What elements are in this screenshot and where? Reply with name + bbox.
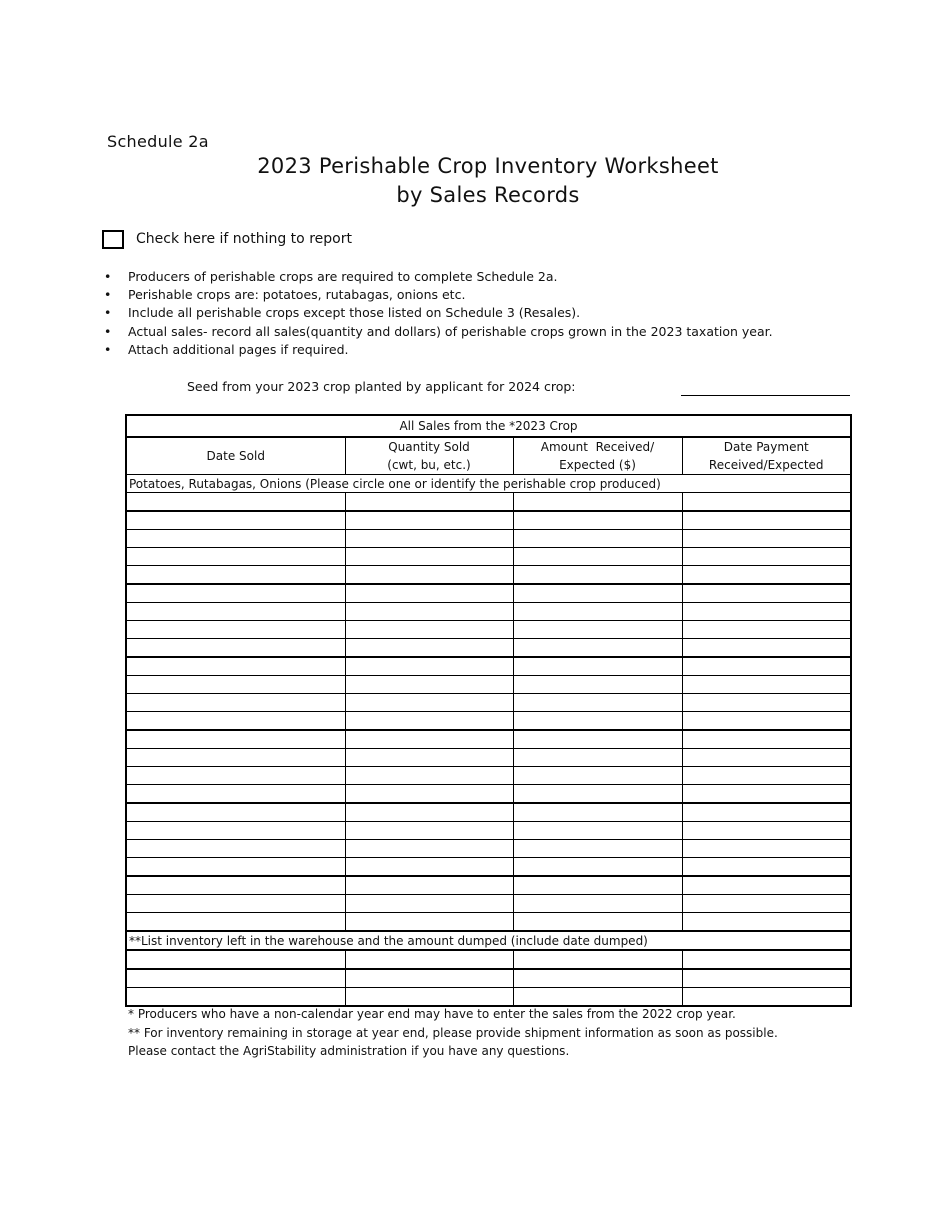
quantity-cell[interactable]: [345, 913, 513, 932]
table-row: [126, 694, 851, 712]
quantity-cell[interactable]: [345, 749, 513, 767]
footnote: * Producers who have a non-calendar year end may have to enter the sales from the 2022 crop year.: [128, 1007, 736, 1021]
date-sold-cell[interactable]: [126, 511, 345, 530]
quantity-cell[interactable]: [345, 694, 513, 712]
amount-cell[interactable]: [513, 511, 682, 530]
date-sold-cell[interactable]: [126, 676, 345, 694]
date-sold-cell[interactable]: [126, 988, 345, 1007]
date-sold-cell[interactable]: [126, 858, 345, 877]
table-row: [126, 584, 851, 603]
quantity-cell[interactable]: [345, 803, 513, 822]
payment-date-cell[interactable]: [682, 767, 851, 785]
amount-cell[interactable]: [513, 530, 682, 548]
amount-cell[interactable]: [513, 950, 682, 969]
quantity-cell[interactable]: [345, 730, 513, 749]
quantity-cell[interactable]: [345, 895, 513, 913]
quantity-cell[interactable]: [345, 676, 513, 694]
quantity-cell[interactable]: [345, 530, 513, 548]
table-title: All Sales from the *2023 Crop: [126, 415, 851, 437]
section-label-crop: Potatoes, Rutabagas, Onions (Please circle one or identify the perishable crop produced): [126, 475, 851, 493]
quantity-cell[interactable]: [345, 493, 513, 512]
table-row: [126, 603, 851, 621]
table-row: [126, 749, 851, 767]
column-header-text: Amount Received/: [540, 440, 655, 454]
table-row: [126, 639, 851, 658]
date-sold-cell[interactable]: [126, 712, 345, 731]
amount-cell[interactable]: [513, 913, 682, 932]
payment-date-cell[interactable]: [682, 712, 851, 731]
quantity-cell[interactable]: [345, 969, 513, 988]
column-header-text: Date Sold: [206, 449, 265, 463]
table-row: [126, 950, 851, 969]
payment-date-cell[interactable]: [682, 584, 851, 603]
amount-cell[interactable]: [513, 621, 682, 639]
payment-date-cell[interactable]: [682, 840, 851, 858]
table-row: [126, 712, 851, 731]
amount-cell[interactable]: [513, 767, 682, 785]
payment-date-cell[interactable]: [682, 749, 851, 767]
date-sold-cell[interactable]: [126, 822, 345, 840]
date-sold-cell[interactable]: [126, 657, 345, 676]
date-sold-cell[interactable]: [126, 840, 345, 858]
table-row: [126, 730, 851, 749]
date-sold-cell[interactable]: [126, 950, 345, 969]
quantity-cell[interactable]: [345, 858, 513, 877]
date-sold-cell[interactable]: [126, 785, 345, 804]
payment-date-cell[interactable]: [682, 639, 851, 658]
payment-date-cell[interactable]: [682, 511, 851, 530]
date-sold-cell[interactable]: [126, 730, 345, 749]
date-sold-cell[interactable]: [126, 913, 345, 932]
table-row: [126, 803, 851, 822]
quantity-cell[interactable]: [345, 712, 513, 731]
date-sold-cell[interactable]: [126, 969, 345, 988]
quantity-cell[interactable]: [345, 840, 513, 858]
quantity-cell[interactable]: [345, 657, 513, 676]
table-row: [126, 657, 851, 676]
seed-label: Seed from your 2023 crop planted by applicant for 2024 crop:: [187, 379, 576, 394]
date-sold-cell[interactable]: [126, 876, 345, 895]
quantity-cell[interactable]: [345, 603, 513, 621]
amount-cell[interactable]: [513, 730, 682, 749]
date-sold-cell[interactable]: [126, 584, 345, 603]
payment-date-cell[interactable]: [682, 493, 851, 512]
amount-cell[interactable]: [513, 603, 682, 621]
quantity-cell[interactable]: [345, 950, 513, 969]
table-row: [126, 785, 851, 804]
payment-date-cell[interactable]: [682, 603, 851, 621]
amount-cell[interactable]: [513, 858, 682, 877]
table-row: [126, 530, 851, 548]
table-row: [126, 621, 851, 639]
payment-date-cell[interactable]: [682, 895, 851, 913]
quantity-cell[interactable]: [345, 548, 513, 566]
quantity-cell[interactable]: [345, 639, 513, 658]
amount-cell[interactable]: [513, 548, 682, 566]
table-row: [126, 676, 851, 694]
sales-table: [125, 414, 852, 1007]
amount-cell[interactable]: [513, 712, 682, 731]
amount-cell[interactable]: [513, 639, 682, 658]
amount-cell[interactable]: [513, 895, 682, 913]
date-sold-cell[interactable]: [126, 566, 345, 585]
table-row: [126, 876, 851, 895]
payment-date-cell[interactable]: [682, 785, 851, 804]
quantity-cell[interactable]: [345, 584, 513, 603]
footnote: ** For inventory remaining in storage at year end, please provide shipment information as soon as possible.: [128, 1025, 778, 1040]
table-row: [126, 840, 851, 858]
page-title: 2023 Perishable Crop Inventory Worksheet: [257, 154, 719, 178]
nothing-to-report-checkbox[interactable]: [102, 230, 124, 249]
amount-cell[interactable]: [513, 988, 682, 1007]
payment-date-cell[interactable]: [682, 988, 851, 1007]
date-sold-cell[interactable]: [126, 803, 345, 822]
date-sold-cell[interactable]: [126, 621, 345, 639]
page-subtitle: by Sales Records: [396, 183, 580, 207]
amount-cell[interactable]: [513, 694, 682, 712]
amount-cell[interactable]: [513, 876, 682, 895]
date-sold-cell[interactable]: [126, 530, 345, 548]
payment-date-cell[interactable]: [682, 694, 851, 712]
instruction-item: • Include all perishable crops except those listed on Schedule 3 (Resales).: [104, 304, 904, 322]
quantity-cell[interactable]: [345, 988, 513, 1007]
date-sold-cell[interactable]: [126, 493, 345, 512]
nothing-to-report-label: Check here if nothing to report: [136, 231, 352, 247]
footnote: Please contact the AgriStability administration if you have any questions.: [128, 1044, 570, 1058]
date-sold-cell[interactable]: [126, 895, 345, 913]
amount-cell[interactable]: [513, 566, 682, 585]
payment-date-cell[interactable]: [682, 969, 851, 988]
column-header-amount: [513, 437, 682, 475]
date-sold-cell[interactable]: [126, 767, 345, 785]
amount-cell[interactable]: [513, 840, 682, 858]
table-row: [126, 895, 851, 913]
payment-date-cell[interactable]: [682, 530, 851, 548]
payment-date-cell[interactable]: [682, 858, 851, 877]
quantity-cell[interactable]: [345, 785, 513, 804]
column-header-text: Quantity Sold: [388, 440, 470, 454]
payment-date-cell[interactable]: [682, 950, 851, 969]
table-row: [126, 548, 851, 566]
payment-date-cell[interactable]: [682, 657, 851, 676]
column-header-text: Date Payment: [723, 440, 809, 454]
date-sold-cell[interactable]: [126, 749, 345, 767]
amount-cell[interactable]: [513, 493, 682, 512]
amount-cell[interactable]: [513, 969, 682, 988]
amount-cell[interactable]: [513, 803, 682, 822]
seed-input-line[interactable]: [681, 395, 850, 396]
column-header-text: Received/Expected: [708, 458, 824, 472]
footnotes: [128, 1005, 778, 1061]
quantity-cell[interactable]: [345, 876, 513, 895]
payment-date-cell[interactable]: [682, 621, 851, 639]
date-sold-cell[interactable]: [126, 694, 345, 712]
quantity-cell[interactable]: [345, 822, 513, 840]
quantity-cell[interactable]: [345, 566, 513, 585]
instruction-item: • Actual sales- record all sales(quantity and dollars) of perishable crops grown in the 2023 taxation year.: [104, 323, 904, 341]
payment-date-cell[interactable]: [682, 803, 851, 822]
schedule-label: Schedule 2a: [107, 132, 209, 151]
amount-cell[interactable]: [513, 749, 682, 767]
date-sold-cell[interactable]: [126, 603, 345, 621]
table-row: [126, 511, 851, 530]
table-row: [126, 913, 851, 932]
instruction-item: • Producers of perishable crops are required to complete Schedule 2a.: [104, 268, 904, 286]
column-header-text: (cwt, bu, etc.): [387, 458, 471, 472]
table-row: [126, 566, 851, 585]
column-header-quantity: [345, 437, 513, 475]
date-sold-cell[interactable]: [126, 548, 345, 566]
column-header-date-sold: [126, 437, 345, 475]
table-row: [126, 767, 851, 785]
table-row: [126, 988, 851, 1007]
amount-cell[interactable]: [513, 584, 682, 603]
table-row: [126, 493, 851, 512]
payment-date-cell[interactable]: [682, 730, 851, 749]
date-sold-cell[interactable]: [126, 639, 345, 658]
amount-cell[interactable]: [513, 785, 682, 804]
payment-date-cell[interactable]: [682, 822, 851, 840]
quantity-cell[interactable]: [345, 511, 513, 530]
quantity-cell[interactable]: [345, 621, 513, 639]
payment-date-cell[interactable]: [682, 676, 851, 694]
payment-date-cell[interactable]: [682, 548, 851, 566]
table-row: [126, 969, 851, 988]
instruction-item: • Perishable crops are: potatoes, rutabagas, onions etc.: [104, 286, 904, 304]
payment-date-cell[interactable]: [682, 876, 851, 895]
amount-cell[interactable]: [513, 676, 682, 694]
instructions-list: [104, 268, 904, 359]
quantity-cell[interactable]: [345, 767, 513, 785]
amount-cell[interactable]: [513, 657, 682, 676]
payment-date-cell[interactable]: [682, 566, 851, 585]
column-header-payment-date: [682, 437, 851, 475]
instruction-item: • Attach additional pages if required.: [104, 341, 904, 359]
payment-date-cell[interactable]: [682, 913, 851, 932]
column-header-text: Expected ($): [559, 458, 636, 472]
table-row: [126, 822, 851, 840]
section-label-inventory: **List inventory left in the warehouse and the amount dumped (include date dumped): [126, 931, 851, 950]
table-row: [126, 858, 851, 877]
amount-cell[interactable]: [513, 822, 682, 840]
